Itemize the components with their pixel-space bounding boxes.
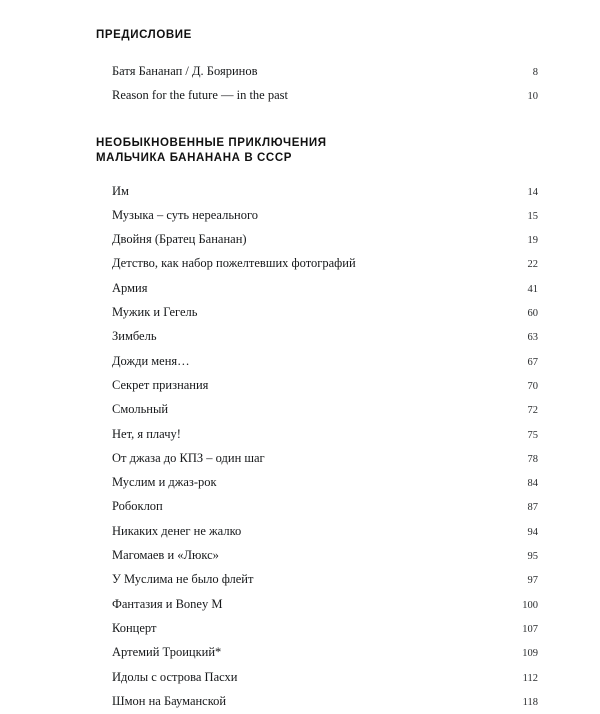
toc-entry-title: Артемий Троицкий* <box>112 645 222 660</box>
section-heading-line: МАЛЬЧИКА БАНАНАНА В СССР <box>96 151 293 164</box>
toc-entry-title: Двойня (Братец Бананан) <box>112 232 247 247</box>
toc-entry-title: Никаких денег не жалко <box>112 523 242 538</box>
toc-entry[interactable] <box>112 180 540 204</box>
toc-entry-page: 14 <box>527 186 538 198</box>
toc-entry-page: 41 <box>527 283 538 295</box>
toc-entry-title: Магомаев и «Люкс» <box>112 548 219 563</box>
toc-entry-title: Робоклоп <box>112 499 163 514</box>
toc-entry[interactable] <box>112 228 540 252</box>
toc-entry[interactable] <box>112 277 540 301</box>
toc-entry-title: Шмон на Бауманской <box>112 693 227 708</box>
toc-entry-page: 109 <box>522 648 538 660</box>
toc-entry-page: 78 <box>527 453 538 465</box>
toc-entry-title: Нет, я плачу! <box>112 426 181 441</box>
toc-entry-title: Reason for the future — in the past <box>112 88 288 103</box>
toc-entry-page: 8 <box>532 67 538 78</box>
toc-entry-title: У Муслима не было флейт <box>112 572 254 587</box>
toc-entry[interactable] <box>112 374 540 398</box>
toc-entry[interactable] <box>112 641 540 665</box>
toc-group-main <box>96 180 540 714</box>
toc-entry-page: 19 <box>527 235 538 247</box>
toc-entry-title: Концерт <box>112 620 157 635</box>
toc-entry[interactable] <box>112 617 540 641</box>
toc-entry-page: 94 <box>527 526 538 538</box>
toc-entry-title: От джаза до КПЗ – один шаг <box>112 450 265 465</box>
toc-entry-page: 112 <box>522 672 538 684</box>
toc-entry[interactable] <box>112 252 540 276</box>
toc-group-preface <box>96 60 540 109</box>
toc-entry-page: 75 <box>527 429 538 441</box>
toc-entry[interactable] <box>112 60 540 84</box>
toc-entry-title: Идолы с острова Пасхи <box>112 669 238 684</box>
toc-entry-title: Армия <box>112 280 148 295</box>
toc-entry-title: Дожди меня… <box>112 353 190 368</box>
toc-entry-page: 118 <box>522 696 538 708</box>
toc-entry-page: 97 <box>527 575 538 587</box>
toc-entry-page: 84 <box>527 478 538 490</box>
toc-entry-page: 87 <box>527 502 538 514</box>
toc-entry[interactable] <box>112 447 540 471</box>
toc-entry-page: 60 <box>527 308 538 320</box>
toc-entry[interactable] <box>112 423 540 447</box>
toc-entry[interactable] <box>112 666 540 690</box>
toc-entry-title: Фантазия и Boney M <box>112 596 223 611</box>
toc-entry-title: Им <box>112 183 129 198</box>
toc-entry[interactable] <box>112 325 540 349</box>
toc-entry-page: 70 <box>527 380 538 392</box>
toc-entry[interactable] <box>112 471 540 495</box>
toc-entry-title: Зимбель <box>112 329 157 344</box>
toc-entry[interactable] <box>112 350 540 374</box>
toc-entry-title: Батя Бананап / Д. Бояринов <box>112 64 258 78</box>
toc-entry-page: 63 <box>527 332 538 344</box>
toc-entry-title: Детство, как набор пожелтевших фотографий <box>112 256 356 271</box>
toc-entry-page: 15 <box>527 210 538 222</box>
toc-entry-page: 72 <box>527 405 538 417</box>
section-heading-line: НЕОБЫКНОВЕННЫЕ ПРИКЛЮЧЕНИЯ <box>96 136 327 149</box>
section-heading-line: ПРЕДИСЛОВИЕ <box>96 29 192 41</box>
toc-entry-page: 67 <box>527 356 538 368</box>
section-heading-preface <box>96 28 540 43</box>
toc-entry-page: 100 <box>522 599 538 611</box>
toc-entry-title: Мужик и Гегель <box>112 305 198 320</box>
toc-entry-page: 95 <box>527 551 538 563</box>
toc-entry[interactable] <box>112 544 540 568</box>
toc-entry[interactable] <box>112 690 540 714</box>
toc-entry[interactable] <box>112 495 540 519</box>
toc-entry[interactable] <box>112 593 540 617</box>
toc-entry-title: Муслим и джаз-рок <box>112 475 217 490</box>
toc-entry-title: Смольный <box>112 402 169 417</box>
toc-entry[interactable] <box>112 568 540 592</box>
toc-entry-title: Секрет признания <box>112 377 209 392</box>
toc-entry[interactable] <box>112 398 540 422</box>
toc-entry[interactable] <box>112 301 540 325</box>
toc-entry[interactable] <box>112 204 540 228</box>
toc-entry-page: 22 <box>527 259 538 271</box>
toc-entry[interactable] <box>112 520 540 544</box>
toc-entry[interactable] <box>112 84 540 108</box>
toc-entry-page: 107 <box>522 623 538 635</box>
section-heading-main <box>96 136 540 166</box>
toc-entry-page: 10 <box>527 91 538 103</box>
toc-entry-title: Музыка – суть нереального <box>112 207 259 222</box>
